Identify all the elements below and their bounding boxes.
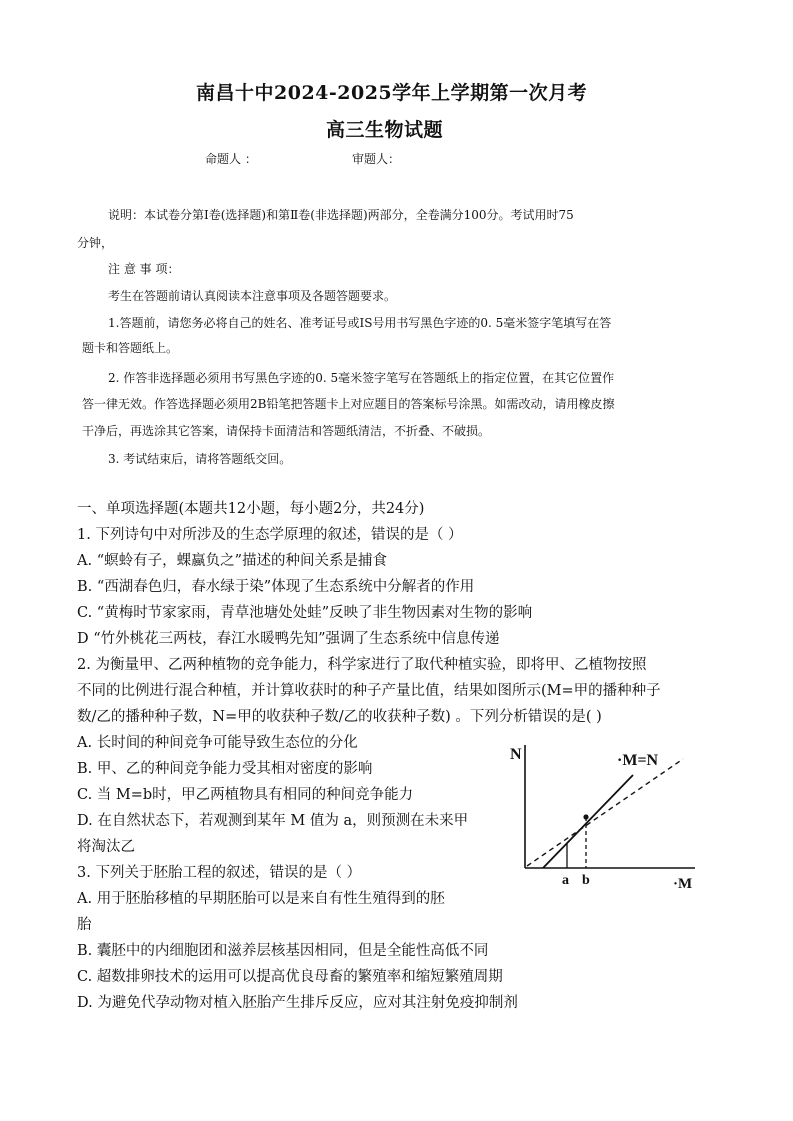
option-b: B. “西湖春色归，春水绿于染”体现了生态系统中分解者的作用 (77, 579, 475, 595)
instructions-line: 说明：本试卷分第Ⅰ卷(选择题)和第Ⅱ卷(非选择题)两部分，全卷满分100分。考试用时75 (108, 208, 574, 222)
x-axis-label: ·M (673, 876, 693, 892)
tick-label-b: b (582, 873, 590, 888)
option-c: C. 当 M=b时，甲乙两植物具有相同的种间竞争能力 (77, 787, 414, 803)
m-n-line-chart (505, 735, 705, 895)
line-label: ·M=N (617, 752, 659, 769)
option-a: A. “螟蛉有子，蜾蠃负之”描述的种间关系是捕食 (77, 553, 388, 569)
exam-title: 南昌十中2024-2025学年上学期第一次月考 (196, 82, 588, 104)
tick-label-a: a (562, 873, 569, 888)
instructions-line: 分钟， (77, 236, 114, 250)
exam-subtitle: 高三生物试题 (326, 119, 444, 141)
option-a: A. 用于胚胎移植的早期胚胎可以是来自有性生殖得到的胚 (77, 891, 445, 907)
option-b: B. 囊胚中的内细胞团和滋养层核基因相同，但是全能性高低不同 (77, 943, 489, 959)
option-d: D. 在自然状态下，若观测到某年 M 值为 a，则预测在未来甲 (77, 813, 469, 829)
option-c: C. 超数排卵技术的运用可以提高优良母畜的繁殖率和缩短繁殖周期 (77, 969, 503, 985)
notice-item: 3. 考试结束后，请将答题纸交回。 (108, 452, 292, 466)
notice-item: 题卡和答题纸上。 (82, 341, 179, 355)
intersection-point (583, 814, 588, 819)
notice-item: 干净后，再选涂其它答案，请保持卡面清洁和答题纸清洁，不折叠、不破损。 (82, 424, 491, 438)
option-a: A. 长时间的种间竞争可能导致生态位的分化 (77, 735, 358, 751)
option-d-continued: 将淘汰乙 (77, 839, 135, 855)
notice-item: 答一律无效。作答选择题必须用2B铅笔把答题卡上对应题目的答案标号涂黑。如需改动，请用橡皮擦 (82, 397, 615, 411)
section-heading: 一、单项选择题(本题共12小题，每小题2分，共24分) (77, 501, 425, 517)
result-line (543, 775, 633, 868)
y-axis-label: N (510, 746, 522, 763)
reference-line-m-equals-n (527, 759, 683, 866)
question-stem: 不同的比例进行混合种植，并计算收获时的种子产量比值，结果如图所示(M=甲的播种种子 (77, 683, 661, 699)
notice-item: 1.答题前，请您务必将自己的姓名、准考证号或IS号用书写黑色字迹的0. 5毫米签字笔填写在答 (108, 316, 612, 330)
question-stem: 2. 为衡量甲、乙两种植物的竞争能力，科学家进行了取代种植实验，即将甲、乙植物按照 (77, 657, 647, 673)
question-stem: 数/乙的播种种子数，N=甲的收获种子数/乙的收获种子数) 。下列分析错误的是( ) (77, 709, 602, 725)
reviewer-label: 审题人： (352, 152, 401, 166)
author-label: 命题人 ： (205, 152, 257, 166)
notice-intro: 考生在答题前请认真阅读本注意事项及各题答题要求。 (108, 289, 397, 303)
notice-heading: 注 意 事 项： (108, 262, 180, 276)
option-c: C. “黄梅时节家家雨，青草池塘处处蛙”反映了非生物因素对生物的影响 (77, 605, 533, 621)
notice-item: 2. 作答非选择题必须用书写黑色字迹的0. 5毫米签字笔写在答题纸上的指定位置，在其它位置作 (108, 371, 615, 385)
option-a-continued: 胎 (77, 917, 92, 933)
option-b: B. 甲、乙的种间竞争能力受其相对密度的影响 (77, 761, 373, 777)
option-d: D “竹外桃花三两枝，春江水暖鸭先知”强调了生态系统中信息传递 (77, 631, 500, 647)
option-d: D. 为避免代孕动物对植入胚胎产生排斥反应，应对其注射免疫抑制剂 (77, 995, 518, 1011)
question-stem: 3. 下列关于胚胎工程的叙述，错误的是（ ） (77, 865, 362, 881)
question-stem: 1. 下列诗句中对所涉及的生态学原理的叙述，错误的是（ ） (77, 527, 463, 543)
